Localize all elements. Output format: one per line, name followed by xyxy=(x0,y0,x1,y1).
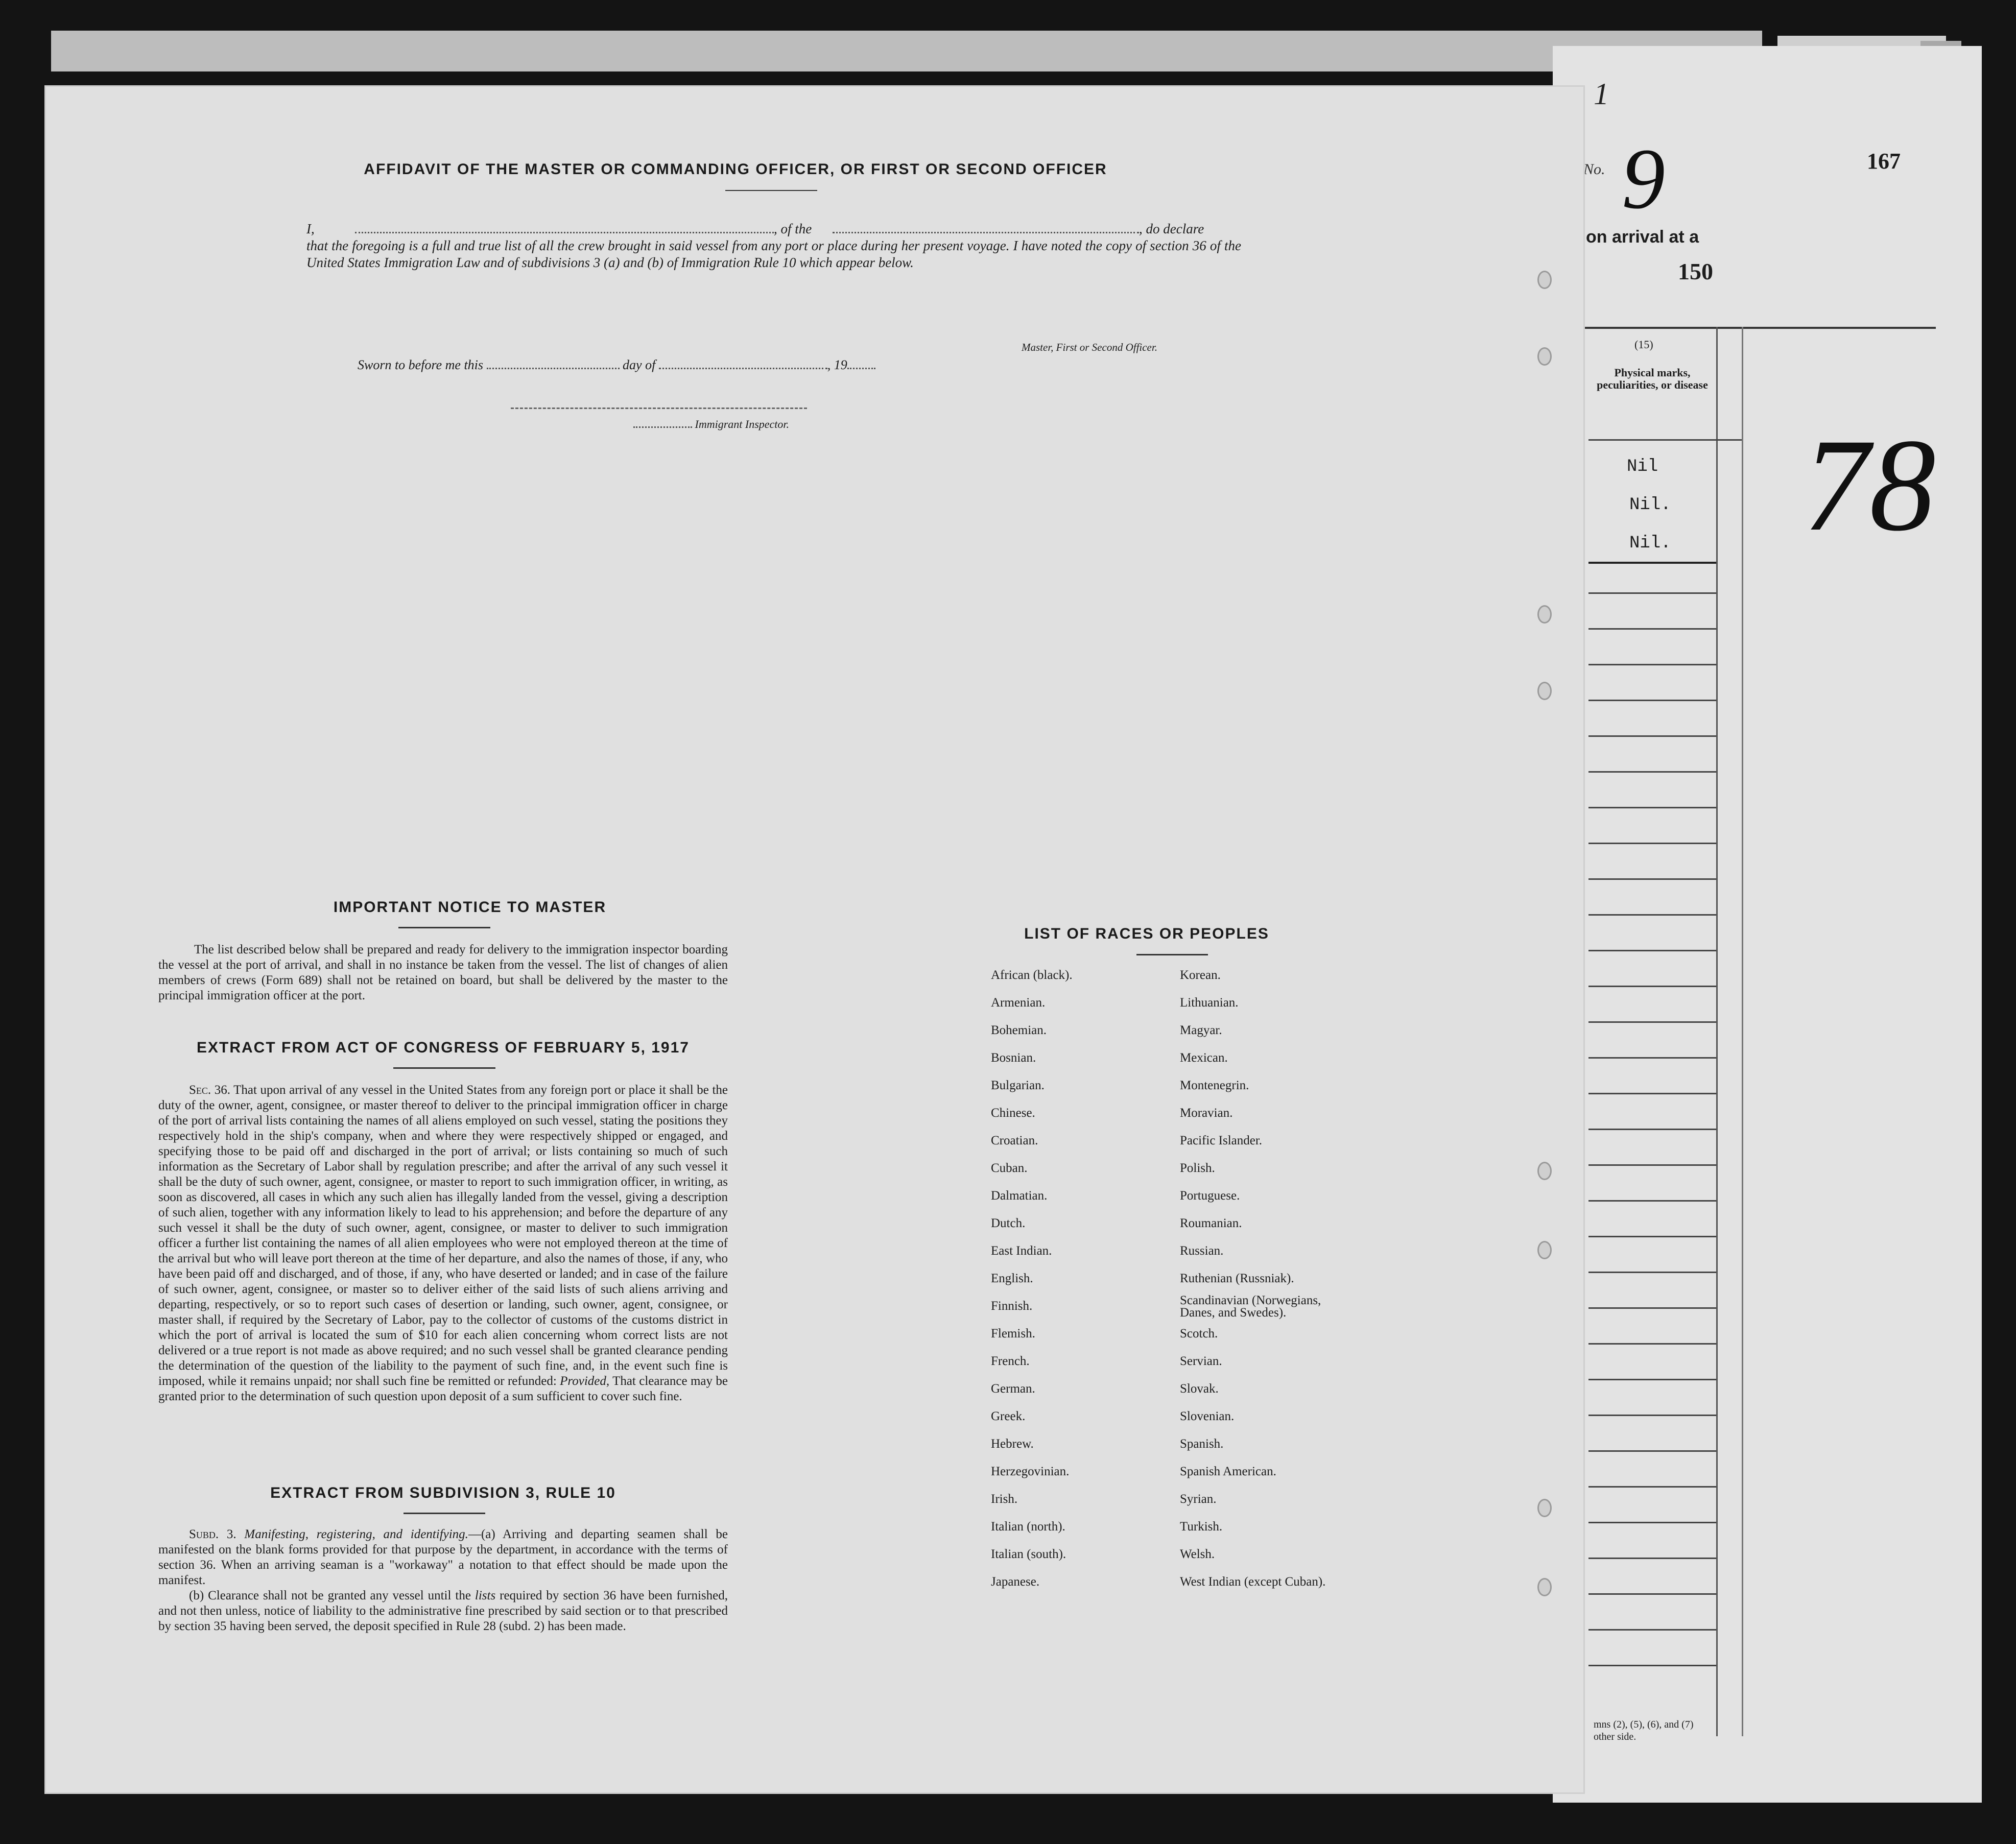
punch-hole xyxy=(1537,605,1552,624)
notice-title: IMPORTANT NOTICE TO MASTER xyxy=(333,899,607,916)
list-number-handwritten: 9 xyxy=(1622,131,1665,227)
race-item: Cuban. xyxy=(991,1161,1028,1175)
race-item: Italian (south). xyxy=(991,1547,1066,1561)
race-item: East Indian. xyxy=(991,1244,1052,1258)
race-item: Irish. xyxy=(991,1492,1018,1506)
race-item: Slovenian. xyxy=(1180,1409,1235,1423)
race-item: African (black). xyxy=(991,968,1073,982)
punch-hole xyxy=(1537,1162,1552,1180)
race-item: Flemish. xyxy=(991,1327,1035,1340)
race-item: Magyar. xyxy=(1180,1023,1222,1037)
race-item: Japanese. xyxy=(991,1575,1040,1589)
background-sheet-top xyxy=(51,31,1762,71)
vessel-blank xyxy=(833,232,1139,233)
manifest-row-line xyxy=(1588,950,1716,951)
race-item: Greek. xyxy=(991,1409,1026,1423)
races-underline xyxy=(1136,954,1208,955)
act-title: EXTRACT FROM ACT OF CONGRESS OF FEBRUARY 5, 1917 xyxy=(197,1039,690,1056)
race-item: Slovak. xyxy=(1180,1382,1219,1396)
race-item: West Indian (except Cuban). xyxy=(1180,1575,1326,1589)
manifest-row-line xyxy=(1588,1558,1716,1559)
affidavit-title: AFFIDAVIT OF THE MASTER OR COMMANDING OFFICER, OR FIRST OR SECOND OFFICER xyxy=(364,161,1107,178)
race-item: Welsh. xyxy=(1180,1547,1215,1561)
race-item: French. xyxy=(991,1354,1030,1368)
races-right-column xyxy=(1180,962,1374,1596)
sworn-month-blank xyxy=(659,368,827,369)
punch-hole xyxy=(1537,682,1552,700)
manifest-row-line xyxy=(1588,592,1716,594)
manifest-row-line xyxy=(1588,1236,1716,1237)
race-item: Syrian. xyxy=(1180,1492,1217,1506)
act-underline xyxy=(393,1067,495,1069)
manifest-row-line xyxy=(1588,1129,1716,1130)
manifest-row-line xyxy=(1588,1057,1716,1059)
manifest-row-line xyxy=(1588,1093,1716,1094)
race-item: Spanish American. xyxy=(1180,1465,1276,1478)
manifest-row-line xyxy=(1588,1021,1716,1023)
manifest-row-line xyxy=(1588,735,1716,737)
title-underline xyxy=(725,190,817,191)
physical-marks-entry: Nil. xyxy=(1629,495,1671,515)
notice-underline xyxy=(398,927,490,928)
punch-hole xyxy=(1537,347,1552,366)
race-item: Korean. xyxy=(1180,968,1221,982)
manifest-row-line xyxy=(1588,1415,1716,1416)
page-number: 167 xyxy=(1867,149,1901,174)
manifest-row-line xyxy=(1588,1272,1716,1273)
race-item: Chinese. xyxy=(991,1106,1035,1120)
background-manifest-sheet xyxy=(1553,46,1982,1803)
race-item: Lithuanian. xyxy=(1180,996,1239,1010)
column-number: (15) xyxy=(1634,338,1653,351)
race-item: Pacific Islander. xyxy=(1180,1134,1263,1147)
race-item: Finnish. xyxy=(991,1299,1033,1313)
race-item: Dalmatian. xyxy=(991,1189,1048,1203)
entry-rule xyxy=(1588,562,1716,564)
affidavit-body: I, , of the , do declare that the foregoing is a full and true list of all the crew brought in said vessel from any port or place during her present voyage. I have noted the copy of section 36 of the United States Immigration Law and of subdivisions 3 (a) and (b) of Immigration Rule 10 which appear below. xyxy=(306,221,1241,270)
inspector-label: Immigrant Inspector. xyxy=(633,418,789,431)
manifest-row-line xyxy=(1588,914,1716,916)
inspector-signature-blank xyxy=(511,408,807,409)
punch-hole xyxy=(1537,1241,1552,1259)
punch-hole xyxy=(1537,271,1552,289)
race-item: Bohemian. xyxy=(991,1023,1047,1037)
sworn-year-blank xyxy=(847,368,875,369)
column-header: Physical marks, peculiarities, or disease xyxy=(1597,366,1708,391)
race-item: Roumanian. xyxy=(1180,1216,1242,1230)
manifest-row-line xyxy=(1588,1200,1716,1202)
sworn-line: Sworn to before me this day of , 19 xyxy=(358,357,875,373)
notice-text: The list described below shall be prepared and ready for delivery to the immigration inspector boarding the vessel at the port of arrival, and shall in no instance be taken from the vessel. The list of changes of alien members of crews (Form 689) shall not be retained on board, but shall be delivered by the master to the principal immigration officer at the port. xyxy=(158,943,728,1002)
race-item: Dutch. xyxy=(991,1216,1026,1230)
manifest-row-line xyxy=(1588,1486,1716,1488)
race-item: Armenian. xyxy=(991,996,1046,1010)
rule-text: Subd. 3. Manifesting, registering, and identifying.—(a) Arriving and departing seamen shall be manifested on the blank forms provided for that purpose by the department, in accordance with the terms of section 36. When an arriving seaman is a "workaway" a notation to that effect should be made upon the manifest. (b) Clearance shall not be granted any vessel until the lists required by section 36 have been furnished, and not then unless, notice of liability to the administrative fine prescribed by said section or to that prescribed by section 35 having been served, the deposit specified in Rule 28 (subd. 2) has been made. xyxy=(158,1527,728,1633)
physical-marks-entry: Nil xyxy=(1627,457,1658,476)
column-divider-2 xyxy=(1742,327,1743,1736)
race-item: Turkish. xyxy=(1180,1520,1223,1534)
list-number-label: No. xyxy=(1583,161,1605,178)
manifest-row-line xyxy=(1588,771,1716,773)
punch-hole xyxy=(1537,1499,1552,1517)
races-left-column xyxy=(991,962,1175,1596)
race-item: English. xyxy=(991,1272,1033,1285)
column-divider-1 xyxy=(1716,327,1718,1736)
race-item: Russian. xyxy=(1180,1244,1224,1258)
race-item: Scandinavian (Norwegians, Danes, and Swedes). xyxy=(1180,1294,1321,1320)
manifest-row-line xyxy=(1588,700,1716,701)
manifest-row-line xyxy=(1588,986,1716,987)
physical-marks-entry: Nil. xyxy=(1629,534,1671,553)
manifest-row-line xyxy=(1588,1593,1716,1595)
races-title: LIST OF RACES OR PEOPLES xyxy=(1024,925,1269,942)
manifest-row-line xyxy=(1588,1164,1716,1166)
manifest-row-line xyxy=(1588,878,1716,880)
manifest-row-line xyxy=(1588,1665,1716,1666)
race-item: Italian (north). xyxy=(991,1520,1065,1534)
manifest-header-rule xyxy=(1583,327,1936,329)
race-item: Spanish. xyxy=(1180,1437,1224,1451)
manifest-row-line xyxy=(1588,664,1716,665)
race-item: Mexican. xyxy=(1180,1051,1228,1065)
manifest-row-line xyxy=(1588,628,1716,630)
race-item: German. xyxy=(991,1382,1035,1396)
race-item: Croatian. xyxy=(991,1134,1038,1147)
race-item: Moravian. xyxy=(1180,1106,1233,1120)
act-text: Sec. 36. That upon arrival of any vessel in the United States from any foreign port or place it shall be the duty of the owner, agent, consignee, or master thereof to deliver to the principal immigration officer in charge of the port of arrival lists containing the names of all aliens employed on such vessel, stating the positions they respectively hold in the ship's company, when and where they were respectively shipped or engaged, and specifying those to be paid off and discharged in the port of arrival; or lists containing so much of such information as the Secretary of Labor shall by regulation prescribe; and after the arrival of any such vessel it shall be the duty of such owner, agent, consignee, or master to report to such immigration officer, in writing, as soon as discovered, all cases in which any such alien has illegally landed from the vessel, giving a description of such alien, together with any information likely to lead to his apprehension; and before the departure of any such vessel it shall be the duty of such owner, agent, consignee, or master to deliver to such immigration officer a further list containing the names of all alien employees who were not employed thereon at the time of the arrival but who will leave port thereon at the time of her departure, and also the names of those, if any, who have been paid off and discharged, and of those, if any, who have deserted or landed; and in case of the failure of such owner, agent, consignee, or master so to deliver either of the said lists of such aliens arriving and departing, respectively, or so to report such cases of desertion or landing, such owner, agent, consignee, or master shall, if required by the Secretary of Labor, pay to the collector of customs of the customs district in which the port of arrival is located the sum of $10 for each alien concerning whom correct lists are not delivered or a true report is not made as above required; and no such vessel shall be granted clearance pending the determination of the question of the liability to the payment of such fine, and, in the event such fine is imposed, while it remains unpaid; nor shall such fine be remitted or refunded: Provided, That clearance may be granted prior to the determination of such question upon deposit of a sum sufficient to cover such fine. xyxy=(158,1083,728,1403)
manifest-top-mark: 1 xyxy=(1594,77,1609,111)
manifest-row-line xyxy=(1588,1379,1716,1380)
race-item: Bosnian. xyxy=(991,1051,1036,1065)
signature-label: Master, First or Second Officer. xyxy=(1022,341,1157,353)
manifest-row-line xyxy=(1588,1307,1716,1309)
crew-count: 150 xyxy=(1678,258,1713,284)
manifest-row-line xyxy=(1588,843,1716,844)
race-item: Herzegovinian. xyxy=(991,1465,1070,1478)
rule-underline xyxy=(404,1513,485,1514)
race-item: Servian. xyxy=(1180,1354,1222,1368)
manifest-row-line xyxy=(1588,1629,1716,1631)
manifest-row-line xyxy=(1588,1522,1716,1523)
sworn-day-blank xyxy=(487,368,620,369)
arrival-text: on arrival at a xyxy=(1586,227,1699,247)
column-header-rule xyxy=(1588,439,1742,441)
race-item: Bulgarian. xyxy=(991,1079,1045,1092)
punch-hole xyxy=(1537,1578,1552,1596)
race-item: Portuguese. xyxy=(1180,1189,1240,1203)
manifest-row-line xyxy=(1588,1343,1716,1345)
handwritten-margin-number: 78 xyxy=(1803,412,1936,559)
race-item: Scotch. xyxy=(1180,1327,1218,1340)
name-blank xyxy=(355,232,774,233)
manifest-row-line xyxy=(1588,1450,1716,1452)
race-item: Polish. xyxy=(1180,1161,1215,1175)
manifest-footnote: mns (2), (5), (6), and (7) other side. xyxy=(1594,1719,1694,1742)
race-item: Montenegrin. xyxy=(1180,1079,1249,1092)
manifest-row-line xyxy=(1588,807,1716,808)
rule-title: EXTRACT FROM SUBDIVISION 3, RULE 10 xyxy=(270,1484,616,1501)
race-item: Ruthenian (Russniak). xyxy=(1180,1272,1294,1285)
race-item: Hebrew. xyxy=(991,1437,1034,1451)
